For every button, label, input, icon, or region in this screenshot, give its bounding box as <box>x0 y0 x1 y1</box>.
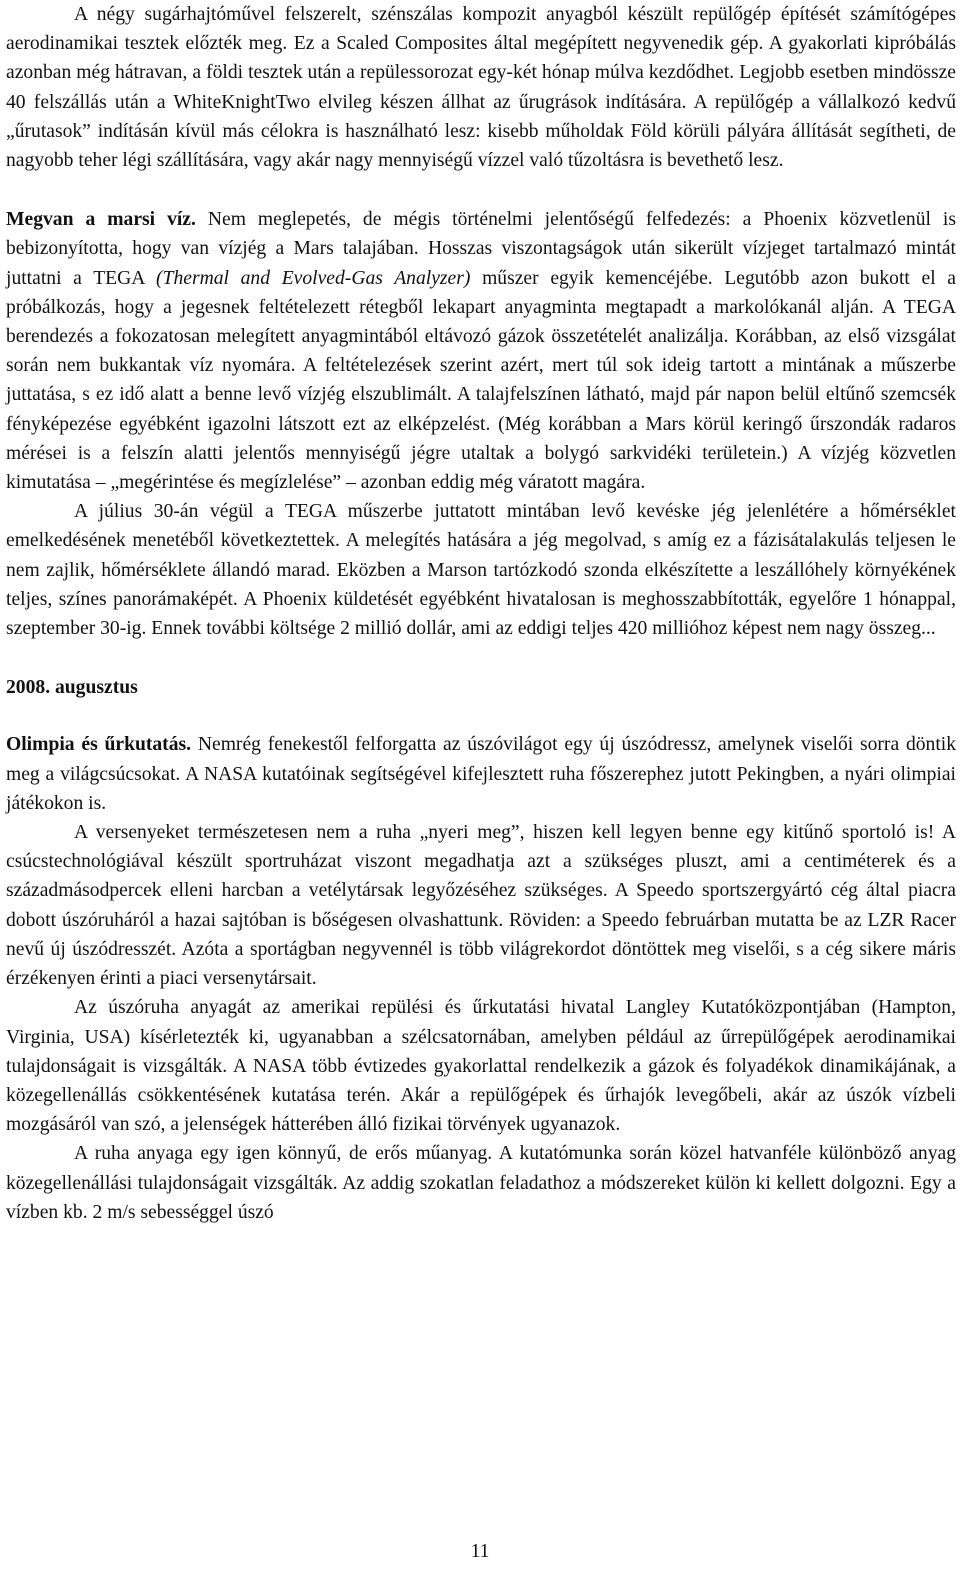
paragraph-olimpia-4: A ruha anyaga egy igen könnyű, de erős műanyag. A kutatómunka során közel hatvanféle különböző anyag közegellenállási tulajdonságait vizsgálták. Az addig szokatlan feladathoz a módszereket külön ki kellett dolgozni. Egy a vízben kb. 2 m/s sebességgel úszó <box>6 1143 956 1223</box>
paragraph-olimpia-3: Az úszóruha anyagát az amerikai repülési és űrkutatási hivatal Langley Kutatóközpontjában (Hampton, Virginia, USA) kísérletezték ki, ugyanabban a szélcsatornában, amelyben például az űrrepülőgépek aerodinamikai tulajdonságait is vizsgálták. A NASA több évtizedes gyakorlattal rendelkezik a gázok és folyadékok dinamikájának, a közegellenállás csökkentésének kutatása terén. Akár a repülőgépek és űrhajók levegőbeli, akár az úszók vízbeli mozgásáról van szó, a jelenségek hátterében álló fizikai törvények ugyanazok. <box>6 997 956 1136</box>
date-heading: 2008. augusztus <box>6 677 138 699</box>
mars-text-b: műszer egyik kemencéjébe. Legutóbb azon bukott el a próbálkozás, hogy a jegesnek feltételezett rétegből lekapart anyagminta megtapadt a markolókanál alján. A TEGA berendezés a fokozatosan melegített anyagmintából eltávozó gázok összetételét analizálja. Korábban, az első vizsgálat során nem bukkantak víz nyomára. A feltételezések szerint azért, mert túl sok ideig tartott a mintának a műszerbe juttatása, s ez idő alatt a benne levő vízjég elszublimált. A talajfelszínen látható, majd pár napon belül eltűnő szemcsék fényképezése egyébként igazolni látszott ezt az elképzelést. (Még korábban a Mars körül keringő űrszondák radaros mérései is a felszín alatti jelentős mennyiségű jégre utaltak a bolygó sarkvidéki területein.) A vízjég közvetlen kimutatása – „megérintése és megízlelése” – azonban eddig még váratott magára. <box>6 267 957 494</box>
paragraph-whiteknighttwo: A négy sugárhajtóművel felszerelt, szénszálas kompozit anyagból készült repülőgép építését számítógépes aerodinamikai tesztek előzték meg. Ez a Scaled Composites által megépített negyvenedik gép. A gyakorlati kipróbálás azonban még hátravan, a földi tesztek után a repülessorozat egy-két hónap múlva kezdődhet. Legjobb esetben mindössze 40 felszállás után a WhiteKnightTwo elvileg készen állhat az űrugrások indítására. A repülőgép a vállalkozó kedvű „űrutasok” indításán kívül más célokra is használható lesz: kisebb műholdak Föld körüli pályára állítását segítheti, de nagyobb teher légi szállítására, vagy akár nagy mennyiségű vízzel való tűzoltásra is bevethető lesz. <box>6 4 956 172</box>
spacer <box>6 643 956 673</box>
paragraph-mars-2: A július 30-án végül a TEGA műszerbe juttatott mintában levő kevéske jég jelenlétére a hőmérséklet emelkedésének menetéből következtettek. A melegítés hatására a jég megolvad, s amíg ez a fázisátalakulás teljesen le nem zajlik, hőmérséklete állandó marad. Eközben a Marson tartózkodó szonda elkészítette a leszállóhely környékének teljes, színes panorámaképét. A Phoenix küldetését egyébként hivatalosan is meghosszabbították, egyelőre 1 hónappal, szeptember 30-ig. Ennek további költsége 2 millió dollár, ami az eddigi teljes 420 millióhoz képest nem nagy összeg... <box>6 501 956 640</box>
paragraph-olimpia-1 <box>6 730 956 818</box>
spacer <box>6 702 956 730</box>
section-title-olimpia: Olimpia és űrkutatás. <box>6 734 192 756</box>
olimpia-text-1: Nemrég fenekestől felforgatta az úszóvilágot egy új úszódressz, amelynek viselői sorra döntik meg a világcsúcsokat. A NASA kutatóinak segítségével kifejlesztett ruha főszerephez jutott Pekingben, a nyári olimpiai játékokon is. <box>6 734 957 814</box>
document-page <box>6 0 956 1227</box>
section-title-mars: Megvan a marsi víz. <box>6 209 196 231</box>
mars-text-a: Nem meglepetés, de mégis történelmi jelentőségű felfedezés: a Phoenix közvetlenül is bebizonyította, hogy van vízjég a Mars talajában. Hosszas viszontagságok után sikerült vízjeget tartalmazó mintát juttatni a TEGA <box>6 209 956 289</box>
paragraph-mars-1 <box>6 205 956 497</box>
page-number: 11 <box>470 1541 490 1562</box>
tega-full-name: (Thermal and Evolved-Gas Analyzer) <box>156 267 471 289</box>
spacer <box>6 175 956 205</box>
paragraph-olimpia-2: A versenyeket természetesen nem a ruha „nyeri meg”, hiszen kell legyen benne egy kitűnő sportoló is! A csúcstechnológiával készült sportruházat viszont megadhatja azt a szükséges pluszt, ami a centiméterek és a századmásodpercek elleni harcban a vetélytársak legyőzéséhez szükséges. A Speedo sportszergyártó cég által piacra dobott úszóruháról a hazai sajtóban is bőségesen olvashattunk. Röviden: a Speedo februárban mutatta be az LZR Racer nevű új úszódresszét. Azóta a sportágban negyvennél is több világrekordot döntöttek meg viselői, s a cég sikere máris érzékenyen érinti a piaci versenytársait. <box>6 822 956 990</box>
